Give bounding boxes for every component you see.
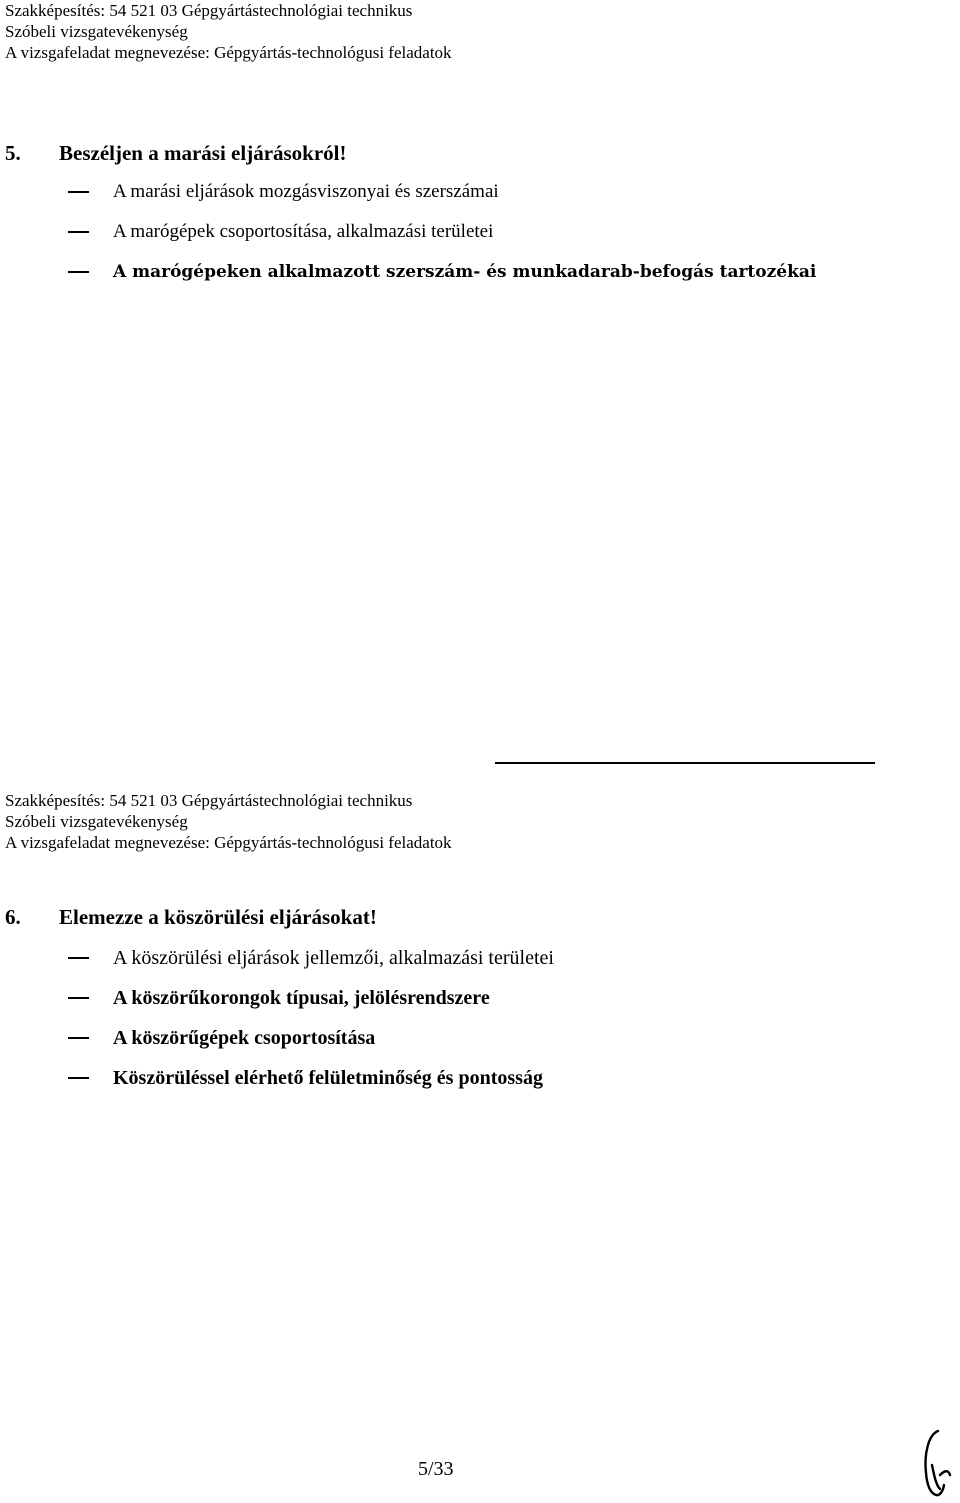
- dash-bullet-icon: [68, 191, 89, 193]
- page-number: 5/33: [418, 1458, 454, 1480]
- list-item-text: A marógépeken alkalmazott szerszám- és munkadarab-befogás tartozékai: [113, 262, 817, 282]
- header-qualification: Szakképesítés: 54 521 03 Gépgyártástechnológiai technikus: [5, 1, 413, 20]
- list-item-text: A köszörűkorongok típusai, jelölésrendszere: [113, 987, 490, 1009]
- task-number: 5.: [5, 141, 21, 165]
- header-task-name: A vizsgafeladat megnevezése: Gépgyártás-technológusi feladatok: [5, 833, 452, 852]
- dash-bullet-icon: [68, 957, 89, 959]
- dash-bullet-icon: [68, 1037, 89, 1039]
- header-exam-type: Szóbeli vizsgatevékenység: [5, 22, 188, 41]
- dash-bullet-icon: [68, 271, 89, 273]
- task-title-text: Beszéljen a marási eljárásokról!: [59, 141, 347, 165]
- list-item-text: A köszörűgépek csoportosítása: [113, 1027, 376, 1049]
- dash-bullet-icon: [68, 1077, 89, 1079]
- list-item-text: A köszörülési eljárások jellemzői, alkalmazási területei: [113, 947, 554, 969]
- header-exam-type: Szóbeli vizsgatevékenység: [5, 812, 188, 831]
- task-5-title: [5, 141, 347, 166]
- page-header: [5, 790, 452, 853]
- task-number: 6.: [5, 905, 21, 929]
- signature-icon: [918, 1425, 954, 1499]
- header-qualification: Szakképesítés: 54 521 03 Gépgyártástechnológiai technikus: [5, 791, 413, 810]
- page-divider: [495, 762, 875, 764]
- task-6-title: [5, 905, 377, 930]
- list-item-text: A marógépek csoportosítása, alkalmazási területei: [113, 221, 494, 242]
- header-task-name: A vizsgafeladat megnevezése: Gépgyártás-technológusi feladatok: [5, 43, 452, 62]
- page-header: [5, 0, 452, 63]
- dash-bullet-icon: [68, 997, 89, 999]
- list-item-text: A marási eljárások mozgásviszonyai és szerszámai: [113, 181, 499, 202]
- task-title-text: Elemezze a köszörülési eljárásokat!: [59, 905, 377, 929]
- list-item-text: Köszörüléssel elérhető felületminőség és pontosság: [113, 1067, 543, 1089]
- dash-bullet-icon: [68, 231, 89, 233]
